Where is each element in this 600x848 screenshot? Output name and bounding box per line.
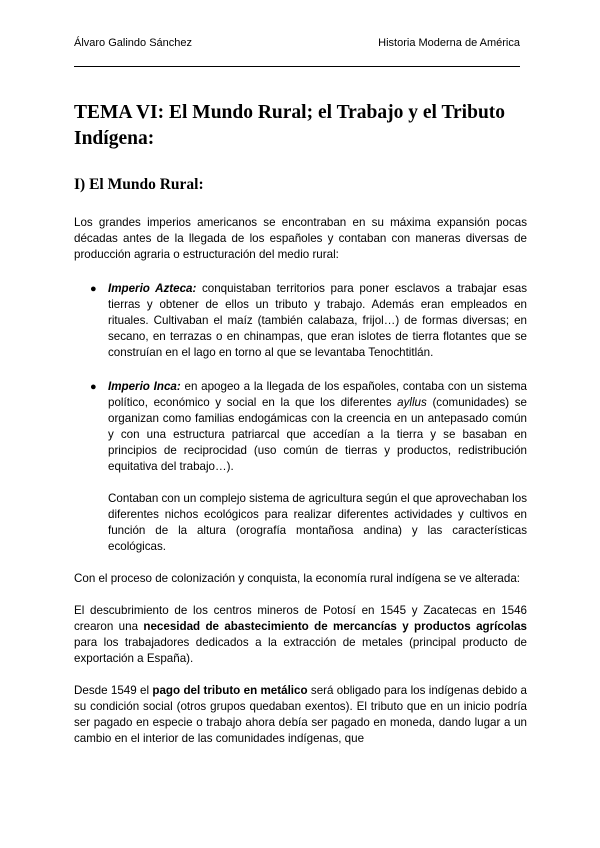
bullet-icon: ● (90, 381, 97, 393)
page-header (74, 36, 520, 52)
inca-agriculture-paragraph: Contaban con un complejo sistema de agricultura según el que aprovechaban los diferentes nichos ecológicos para realizar diferentes actividades y cultivos en función de la altura (orografía montañosa andina) y las características ecológicas. (108, 492, 527, 553)
ayllus-term: ayllus (397, 396, 427, 409)
mining-emphasis: necesidad de abastecimiento de mercancías y productos agrícolas (143, 620, 527, 633)
empires-list (74, 281, 527, 555)
list-item-inca (74, 379, 527, 555)
inca-text-b: (comunidades) se organizan como familias endogámicas con la creencia en un antepasado común y con una estructura patriarcal que accedían a la tierra y se basaban en principios de reciprocidad (uso común de tierras y productos, redistribución equitativa del trabajo…). (108, 396, 528, 473)
header-divider (74, 66, 520, 67)
header-course: Historia Moderna de América (378, 37, 520, 49)
mining-paragraph (74, 603, 527, 667)
tribute-text-b: será obligado para los indígenas debido a su condición social (otros grupos quedaban exentos). El tributo que en un inicio podría ser pagado en especie o trabajo ahora debía ser pagado en moneda, dando lugar a un cambio en el interior de las comunidades indígenas, que (74, 684, 527, 745)
tribute-emphasis: pago del tributo en metálico (152, 684, 308, 697)
colonization-paragraph: Con el proceso de colonización y conquista, la economía rural indígena se ve alterada: (74, 572, 520, 585)
page-title: TEMA VI: El Mundo Rural; el Trabajo y el Tributo Indígena: (74, 102, 506, 149)
inca-text-a: en apogeo a la llegada de los españoles, contaba con un sistema político, económico y social en la que los diferentes (108, 380, 528, 409)
term-inca: Imperio Inca: (108, 380, 181, 393)
tribute-paragraph (74, 683, 527, 747)
bullet-icon: ● (90, 283, 97, 295)
mining-text-a: El descubrimiento de los centros mineros de Potosí en 1545 y Zacatecas en 1546 crearon una (74, 604, 527, 633)
bullet-paragraph (108, 379, 527, 475)
term-azteca: Imperio Azteca: (108, 282, 197, 295)
tribute-text-a: Desde 1549 el (74, 684, 153, 697)
section-heading: I) El Mundo Rural: (74, 176, 204, 193)
document-body (74, 100, 527, 747)
azteca-text: conquistaban territorios para poner esclavos a trabajar esas tierras y obtener de ellos un tributo y trabajo. Además eran empleados en rituales. Cultivaban el maíz (también calabaza, frijol…) de formas diversas; en secano, en terrazas o en chinampas, que eran islotes de tierra flotantes que se construían en el lago en torno al que se levantaba Tenochtitlán. (108, 282, 527, 359)
bullet-paragraph (108, 281, 527, 361)
mining-text-b: para los trabajadores dedicados a la extracción de metales (principal producto de exportación a España). (74, 636, 527, 665)
intro-paragraph: Los grandes imperios americanos se encontraban en su máxima expansión pocas décadas antes de la llegada de los españoles y contaban con maneras diversas de producción agraria o estructuración del medio rural: (74, 216, 527, 261)
list-item-azteca (74, 281, 527, 361)
header-author: Álvaro Galindo Sánchez (74, 37, 193, 49)
